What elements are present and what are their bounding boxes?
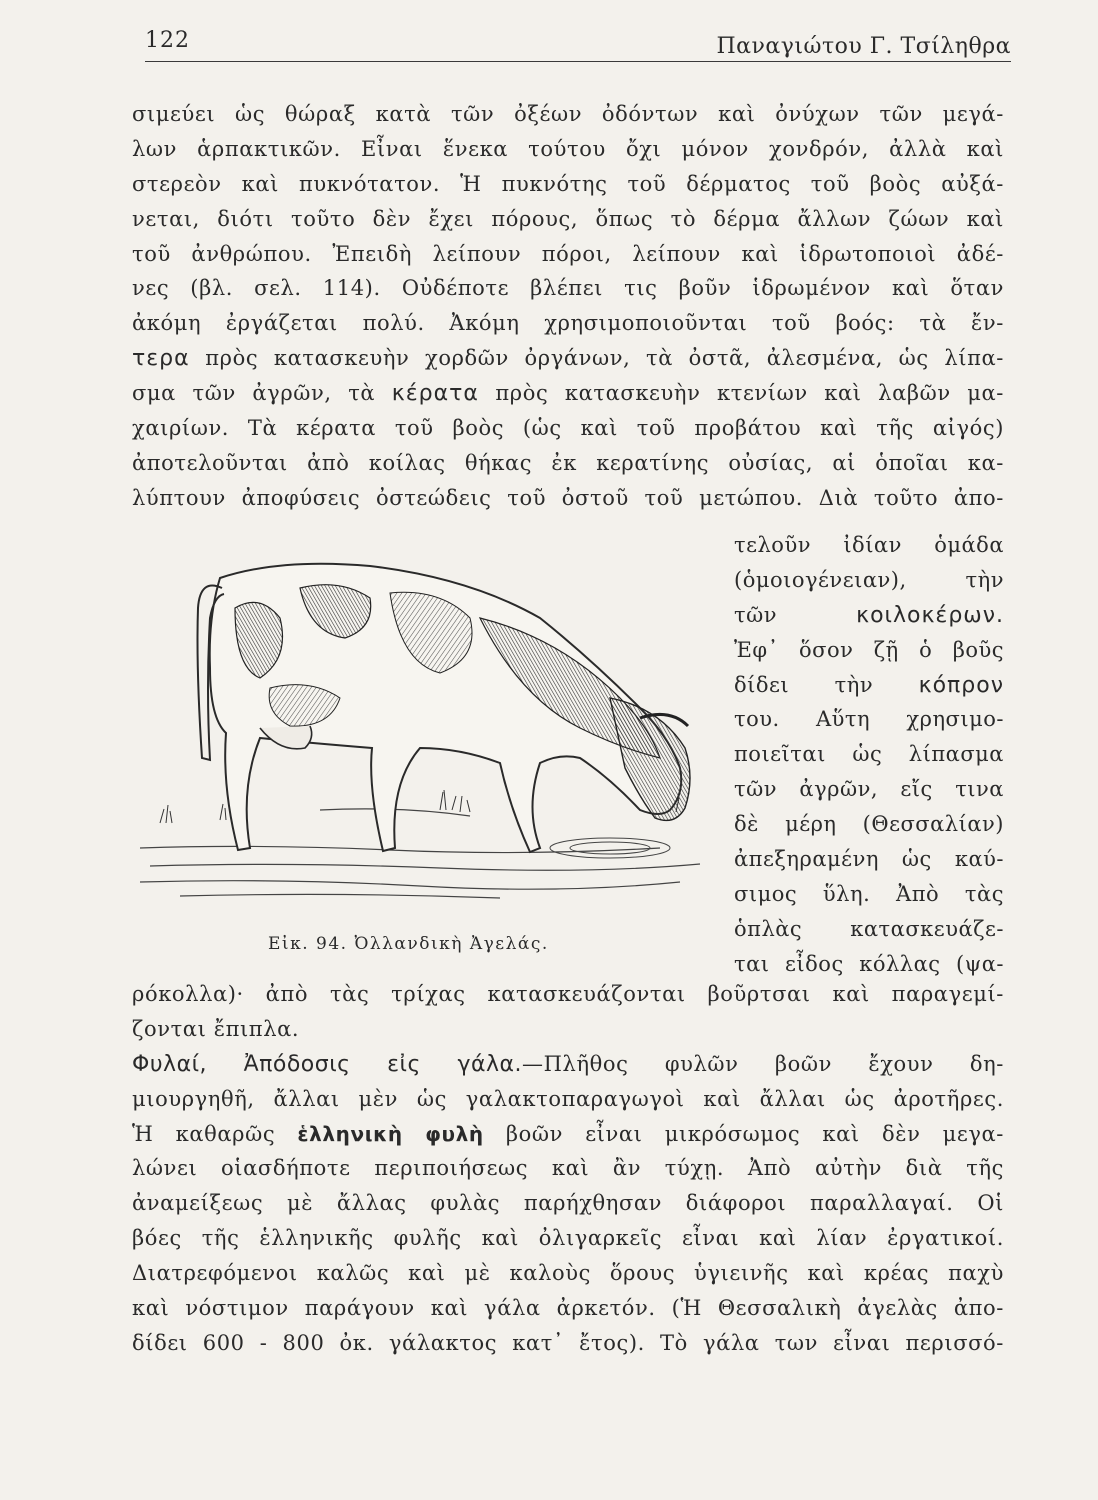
text-line: ζονται ἔπιπλα. [132,1016,300,1041]
text-line: Ἐφ᾽ ὅσον ζῇ ὁ βοῦς [734,637,1004,662]
text-span: δίδει τὴν [734,672,919,697]
text-line: ὁπλὰς κατασκευάζε- [734,916,1004,941]
text-line: ται εἶδος κόλλας (ψα- [734,951,1004,976]
text-line: τελοῦν ἰδίαν ὁμάδα [734,533,1004,557]
text-line [132,1117,1004,1152]
text-line [734,668,1004,703]
bottom-paragraphs [132,977,1004,1361]
keyword-kopron: κόπρον [918,672,1004,698]
text-line: του. Αὕτη χρησιμο- [734,707,1004,732]
text-span: Ἡ καθαρῶς [132,1121,298,1146]
text-line: Διατρεφόμενοι καλῶς καὶ μὲ καλοὺς ὅρους ὑγιεινῆς καὶ κρέας παχὺ [132,1261,1004,1286]
text-line: νεται, διότι τοῦτο δὲν ἔχει πόρους, ὅπως τὸ δέρμα ἄλλων ζώων καὶ [132,206,1004,231]
figure-caption: Εἰκ. 94. Ὀλλανδικὴ Ἀγελάς. [268,934,549,954]
text-line: νες (βλ. σελ. 114). Οὐδέποτε βλέπει τις βοῦν ἱδρωμένον καὶ ὅταν [132,276,1004,301]
header-rule [145,61,1011,62]
text-span: —Πλῆθος φυλῶν βοῶν ἔχουν δη- [522,1051,1004,1076]
top-paragraph [132,97,1004,516]
text-line [734,598,1004,633]
text-line: σιμος ὕλη. Ἀπὸ τὰς [734,881,1004,906]
text-span: πρὸς κατασκευὴν κτενίων καὶ λαβῶν μα- [478,381,1004,406]
text-span: σμα τῶν ἀγρῶν, τὰ [132,381,392,406]
text-line: δίδει 600 - 800 ὀκ. γάλακτος κατ᾽ ἔτος). Τὸ γάλα των εἶναι περισσό- [132,1330,1004,1355]
cow-illustration [140,548,710,918]
text-line [132,341,1004,376]
text-line [132,376,1004,411]
running-head: Παναγιώτου Γ. Τσίληθρα [716,34,1011,59]
text-line: μιουργηθῆ, ἄλλαι μὲν ὡς γαλακτοπαραγωγοὶ καὶ ἄλλαι ὡς ἀροτῆρες. [132,1086,1004,1111]
text-line: (ὁμοιογένειαν), τὴν [734,567,1004,592]
text-line: στερεὸν καὶ πυκνότατον. Ἡ πυκνότης τοῦ δέρματος τοῦ βοὸς αὐξά- [132,171,1004,196]
text-line: λων ἁρπακτικῶν. Εἶναι ἕνεκα τούτου ὄχι μόνον χονδρόν, ἀλλὰ καὶ [132,136,1004,161]
text-line: ἀποτελοῦνται ἀπὸ κοίλας θήκας ἐκ κερατίνης οὐσίας, αἱ ὁποῖαι κα- [132,450,1004,475]
keyword-koilokeron: κοιλοκέρων. [856,602,1004,628]
text-line: δὲ μέρη (Θεσσαλίαν) [734,812,1004,837]
text-line [132,1047,1004,1082]
page-header [145,28,1011,68]
text-line: ἀναμείξεως μὲ ἄλλας φυλὰς παρήχθησαν διάφοροι παραλλαγαί. Οἱ [132,1191,1004,1216]
text-line: λώνει οἱασδήποτε περιποιήσεως καὶ ἂν τύχῃ. Ἀπὸ αὐτὴν διὰ τῆς [132,1156,1004,1181]
text-line: ρόκολλα)· ἀπὸ τὰς τρίχας κατασκευάζονται βοῦρτσαι καὶ παραγεμί- [132,982,1004,1006]
text-line: τῶν ἀγρῶν, εἴς τινα [734,777,1004,802]
section-heading: Φυλαί, Ἀπόδοσις εἰς γάλα. [132,1051,523,1077]
page-number: 122 [145,28,190,53]
text-span: βοῶν εἶναι μικρόσωμος καὶ δὲν μεγα- [483,1121,1004,1146]
text-line: σιμεύει ὡς θώραξ κατὰ τῶν ὀξέων ὀδόντων καὶ ὀνύχων τῶν μεγά- [132,102,1004,126]
text-line: καὶ νόστιμον παράγουν καὶ γάλα ἀρκετόν. (Ἡ Θεσσαλικὴ ἀγελὰς ἀπο- [132,1296,1004,1321]
cow-drawing-icon [140,548,710,918]
keyword-entera: τερα [132,346,190,372]
text-line: ποιεῖται ὡς λίπασμα [734,742,1004,767]
text-line: ἀπεξηραμένη ὡς καύ- [734,847,1004,872]
text-line: χαιρίων. Τὰ κέρατα τοῦ βοὸς (ὡς καὶ τοῦ προβάτου καὶ τῆς αἰγός) [132,416,1004,441]
text-line: βόες τῆς ἑλληνικῆς φυλῆς καὶ ὀλιγαρκεῖς εἶναι καὶ λίαν ἐργατικοί. [132,1226,1004,1251]
text-line: τοῦ ἀνθρώπου. Ἐπειδὴ λείπουν πόροι, λείπουν καὶ ἱδρωτοποιοὶ ἀδέ- [132,241,1004,266]
text-line: ἀκόμη ἐργάζεται πολύ. Ἀκόμη χρησιμοποιοῦνται τοῦ βοός: τὰ ἔν- [132,311,1004,336]
keyword-greek-breed: ἑλληνικὴ φυλὴ [297,1121,484,1146]
side-column-text [734,528,1004,982]
text-span: πρὸς κατασκευὴν χορδῶν ὀργάνων, τὰ ὀστᾶ, ἀλεσμένα, ὡς λίπα- [189,346,1004,371]
text-span: τῶν [734,602,857,627]
keyword-kerata: κέρατα [391,381,479,407]
text-line: λύπτουν ἀποφύσεις ὀστεώδεις τοῦ ὀστοῦ τοῦ μετώπου. Διὰ τοῦτο ἀπο- [132,485,1004,510]
